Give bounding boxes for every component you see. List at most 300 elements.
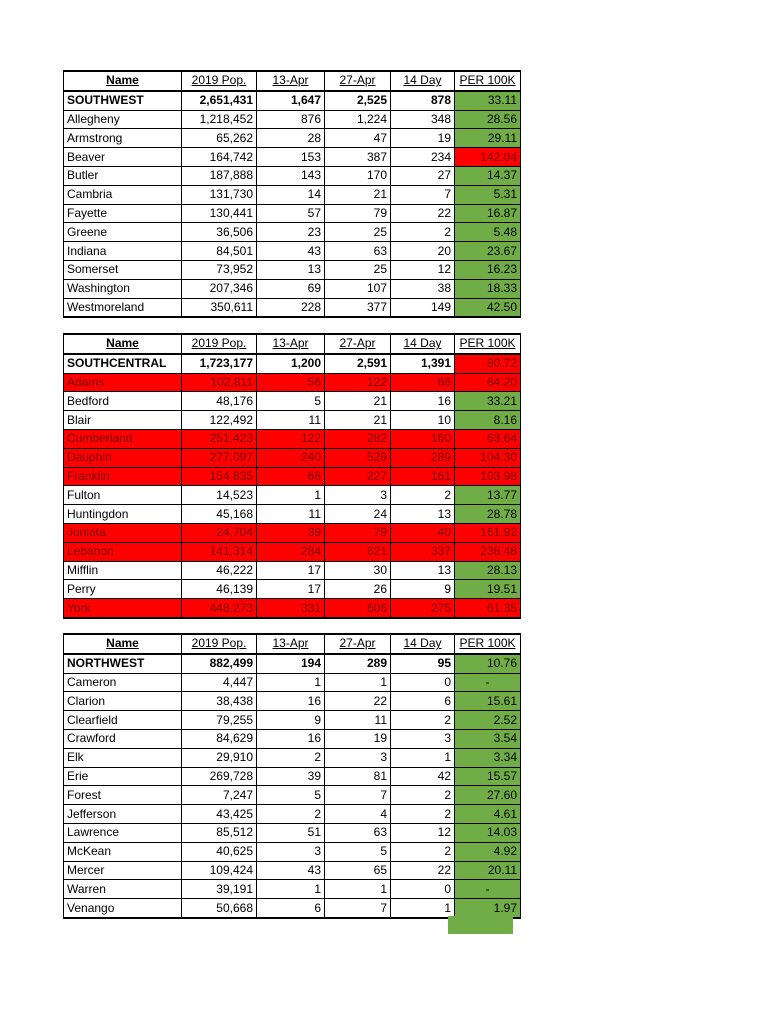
fourteen-day-cell: 289 [391, 448, 455, 467]
apr13-cell: 5 [257, 392, 325, 411]
per100k-cell: 3.54 [455, 729, 521, 748]
population-cell: 84,501 [182, 242, 257, 261]
apr13-cell: 228 [257, 298, 325, 317]
name-cell: Juniata [64, 523, 182, 542]
name-cell: Jefferson [64, 805, 182, 824]
population-cell: 207,346 [182, 279, 257, 298]
fourteen-day-cell: 66 [391, 373, 455, 392]
per100k-cell: 63.64 [455, 429, 521, 448]
apr13-cell: 13 [257, 260, 325, 279]
fourteen-day-cell: 149 [391, 298, 455, 317]
apr13-cell: 284 [257, 542, 325, 561]
apr27-cell: 26 [325, 580, 391, 599]
population-cell: 251,423 [182, 429, 257, 448]
apr27-cell: 30 [325, 561, 391, 580]
per100k-cell: 8.16 [455, 411, 521, 430]
apr13-cell: 56 [257, 373, 325, 392]
name-cell: SOUTHCENTRAL [64, 354, 182, 373]
apr13-cell: 240 [257, 448, 325, 467]
population-cell: 277,097 [182, 448, 257, 467]
apr27-cell: 107 [325, 279, 391, 298]
per100k-cell: 13.77 [455, 486, 521, 505]
apr27-cell: 4 [325, 805, 391, 824]
county-row [64, 880, 521, 899]
column-header: 2019 Pop. [182, 634, 257, 654]
fourteen-day-cell: 7 [391, 185, 455, 204]
apr27-cell: 79 [325, 523, 391, 542]
column-header: 27-Apr [325, 71, 391, 91]
fourteen-day-cell: 13 [391, 561, 455, 580]
apr27-cell: 21 [325, 392, 391, 411]
per100k-cell: 10.76 [455, 654, 521, 673]
population-cell: 46,222 [182, 561, 257, 580]
population-cell: 109,424 [182, 861, 257, 880]
fourteen-day-cell: 22 [391, 861, 455, 880]
fourteen-day-cell: 42 [391, 767, 455, 786]
apr27-cell: 3 [325, 748, 391, 767]
county-row [64, 580, 521, 599]
per100k-cell: 4.61 [455, 805, 521, 824]
county-row [64, 542, 521, 561]
apr27-cell: 3 [325, 486, 391, 505]
per100k-cell: 161.92 [455, 523, 521, 542]
column-header: PER 100K [455, 334, 521, 354]
apr27-cell: 24 [325, 505, 391, 524]
apr27-cell: 2,591 [325, 354, 391, 373]
apr27-cell: 1 [325, 673, 391, 692]
fourteen-day-cell: 3 [391, 729, 455, 748]
per100k-cell: 5.48 [455, 223, 521, 242]
county-row [64, 767, 521, 786]
name-cell: Butler [64, 166, 182, 185]
column-header: 14 Day [391, 334, 455, 354]
column-header: 2019 Pop. [182, 334, 257, 354]
name-cell: Mifflin [64, 561, 182, 580]
per100k-cell: 16.87 [455, 204, 521, 223]
population-cell: 1,218,452 [182, 110, 257, 129]
name-cell: Washington [64, 279, 182, 298]
county-row [64, 786, 521, 805]
apr13-cell: 5 [257, 786, 325, 805]
population-cell: 122,492 [182, 411, 257, 430]
county-row [64, 279, 521, 298]
population-cell: 40,625 [182, 842, 257, 861]
per100k-cell: 61.35 [455, 599, 521, 618]
population-cell: 84,629 [182, 729, 257, 748]
apr13-cell: 6 [257, 899, 325, 918]
apr13-cell: 28 [257, 129, 325, 148]
apr13-cell: 43 [257, 861, 325, 880]
name-cell: Cumberland [64, 429, 182, 448]
column-header: 13-Apr [257, 71, 325, 91]
apr13-cell: 17 [257, 580, 325, 599]
name-cell: Allegheny [64, 110, 182, 129]
fourteen-day-cell: 19 [391, 129, 455, 148]
green-fill-swatch [448, 916, 513, 934]
population-cell: 29,910 [182, 748, 257, 767]
name-cell: Lebanon [64, 542, 182, 561]
name-cell: Indiana [64, 242, 182, 261]
county-row [64, 692, 521, 711]
region-total-row [64, 91, 521, 110]
population-cell: 7,247 [182, 786, 257, 805]
apr27-cell: 47 [325, 129, 391, 148]
name-cell: McKean [64, 842, 182, 861]
population-cell: 65,262 [182, 129, 257, 148]
county-row [64, 411, 521, 430]
name-cell: Crawford [64, 729, 182, 748]
per100k-cell: 104.30 [455, 448, 521, 467]
apr27-cell: 387 [325, 148, 391, 167]
column-header: 13-Apr [257, 334, 325, 354]
fourteen-day-cell: 22 [391, 204, 455, 223]
county-row [64, 805, 521, 824]
name-cell: Beaver [64, 148, 182, 167]
southwest-table [63, 70, 521, 318]
name-cell: Greene [64, 223, 182, 242]
column-header: Name [64, 71, 182, 91]
fourteen-day-cell: 27 [391, 166, 455, 185]
apr27-cell: 7 [325, 786, 391, 805]
county-row [64, 748, 521, 767]
per100k-cell: 14.37 [455, 166, 521, 185]
apr27-cell: 2,525 [325, 91, 391, 110]
southcentral-table [63, 333, 521, 619]
apr27-cell: 63 [325, 823, 391, 842]
per100k-cell: 27.60 [455, 786, 521, 805]
apr27-cell: 21 [325, 185, 391, 204]
column-header: 13-Apr [257, 634, 325, 654]
name-cell: Franklin [64, 467, 182, 486]
population-cell: 164,742 [182, 148, 257, 167]
county-row [64, 185, 521, 204]
population-cell: 1,723,177 [182, 354, 257, 373]
county-row [64, 148, 521, 167]
apr27-cell: 621 [325, 542, 391, 561]
population-cell: 79,255 [182, 711, 257, 730]
county-row [64, 729, 521, 748]
fourteen-day-cell: 2 [391, 805, 455, 824]
apr13-cell: 39 [257, 767, 325, 786]
fourteen-day-cell: 12 [391, 260, 455, 279]
apr27-cell: 5 [325, 842, 391, 861]
county-row [64, 242, 521, 261]
county-row [64, 129, 521, 148]
fourteen-day-cell: 1 [391, 899, 455, 918]
apr27-cell: 19 [325, 729, 391, 748]
column-header: 14 Day [391, 634, 455, 654]
name-cell: Cambria [64, 185, 182, 204]
apr27-cell: 22 [325, 692, 391, 711]
name-cell: Dauphin [64, 448, 182, 467]
population-cell: 350,611 [182, 298, 257, 317]
fourteen-day-cell: 40 [391, 523, 455, 542]
apr27-cell: 79 [325, 204, 391, 223]
name-cell: Venango [64, 899, 182, 918]
apr13-cell: 51 [257, 823, 325, 842]
fourteen-day-cell: 0 [391, 673, 455, 692]
apr13-cell: 16 [257, 729, 325, 748]
population-cell: 73,952 [182, 260, 257, 279]
apr27-cell: 289 [325, 654, 391, 673]
apr27-cell: 25 [325, 260, 391, 279]
population-cell: 36,506 [182, 223, 257, 242]
column-header: 27-Apr [325, 334, 391, 354]
county-row [64, 429, 521, 448]
population-cell: 38,438 [182, 692, 257, 711]
county-row [64, 260, 521, 279]
fourteen-day-cell: 337 [391, 542, 455, 561]
name-cell: Blair [64, 411, 182, 430]
fourteen-day-cell: 1,391 [391, 354, 455, 373]
name-cell: Bedford [64, 392, 182, 411]
fourteen-day-cell: 2 [391, 711, 455, 730]
apr13-cell: 9 [257, 711, 325, 730]
population-cell: 46,139 [182, 580, 257, 599]
population-cell: 2,651,431 [182, 91, 257, 110]
apr13-cell: 122 [257, 429, 325, 448]
county-row [64, 223, 521, 242]
county-row [64, 166, 521, 185]
apr13-cell: 1 [257, 880, 325, 899]
per100k-cell: 103.98 [455, 467, 521, 486]
per100k-cell: 42.50 [455, 298, 521, 317]
fourteen-day-cell: 6 [391, 692, 455, 711]
apr27-cell: 21 [325, 411, 391, 430]
fourteen-day-cell: 234 [391, 148, 455, 167]
name-cell: York [64, 599, 182, 618]
northwest-table [63, 633, 521, 919]
name-cell: Clarion [64, 692, 182, 711]
county-row [64, 861, 521, 880]
apr27-cell: 377 [325, 298, 391, 317]
column-header: 2019 Pop. [182, 71, 257, 91]
fourteen-day-cell: 2 [391, 486, 455, 505]
per100k-cell: 15.61 [455, 692, 521, 711]
apr27-cell: 282 [325, 429, 391, 448]
per100k-cell: 20.11 [455, 861, 521, 880]
apr27-cell: 63 [325, 242, 391, 261]
apr27-cell: 529 [325, 448, 391, 467]
county-row [64, 599, 521, 618]
fourteen-day-cell: 2 [391, 786, 455, 805]
name-cell: Clearfield [64, 711, 182, 730]
per100k-cell: 2.52 [455, 711, 521, 730]
county-row [64, 711, 521, 730]
fourteen-day-cell: 161 [391, 467, 455, 486]
apr13-cell: 16 [257, 692, 325, 711]
apr13-cell: 2 [257, 805, 325, 824]
population-cell: 154,835 [182, 467, 257, 486]
county-row [64, 505, 521, 524]
per100k-cell: 3.34 [455, 748, 521, 767]
name-cell: Erie [64, 767, 182, 786]
county-row [64, 823, 521, 842]
apr13-cell: 1,647 [257, 91, 325, 110]
fourteen-day-cell: 13 [391, 505, 455, 524]
county-row [64, 110, 521, 129]
fourteen-day-cell: 2 [391, 223, 455, 242]
county-row [64, 448, 521, 467]
fourteen-day-cell: 20 [391, 242, 455, 261]
apr13-cell: 11 [257, 505, 325, 524]
population-cell: 141,314 [182, 542, 257, 561]
fourteen-day-cell: 12 [391, 823, 455, 842]
county-row [64, 298, 521, 317]
name-cell: Lawrence [64, 823, 182, 842]
name-cell: SOUTHWEST [64, 91, 182, 110]
apr27-cell: 227 [325, 467, 391, 486]
apr13-cell: 57 [257, 204, 325, 223]
population-cell: 269,728 [182, 767, 257, 786]
per100k-cell: 64.20 [455, 373, 521, 392]
apr27-cell: 7 [325, 899, 391, 918]
fourteen-day-cell: 878 [391, 91, 455, 110]
header-row [64, 634, 521, 654]
fourteen-day-cell: 38 [391, 279, 455, 298]
per100k-cell: 33.11 [455, 91, 521, 110]
population-cell: 187,888 [182, 166, 257, 185]
per100k-cell: 142.04 [455, 148, 521, 167]
population-cell: 50,668 [182, 899, 257, 918]
header-row [64, 334, 521, 354]
apr27-cell: 81 [325, 767, 391, 786]
apr27-cell: 122 [325, 373, 391, 392]
county-row [64, 842, 521, 861]
per100k-cell: 23.67 [455, 242, 521, 261]
name-cell: Mercer [64, 861, 182, 880]
name-cell: Fayette [64, 204, 182, 223]
fourteen-day-cell: 160 [391, 429, 455, 448]
per100k-cell: 28.56 [455, 110, 521, 129]
column-header: PER 100K [455, 634, 521, 654]
per100k-cell: 1.97 [455, 899, 521, 918]
region-total-row [64, 654, 521, 673]
county-row [64, 204, 521, 223]
population-cell: 4,447 [182, 673, 257, 692]
apr13-cell: 43 [257, 242, 325, 261]
apr13-cell: 11 [257, 411, 325, 430]
fourteen-day-cell: 275 [391, 599, 455, 618]
population-cell: 39,191 [182, 880, 257, 899]
population-cell: 43,425 [182, 805, 257, 824]
column-header: 14 Day [391, 71, 455, 91]
county-row [64, 561, 521, 580]
fourteen-day-cell: 9 [391, 580, 455, 599]
county-row [64, 392, 521, 411]
fourteen-day-cell: 10 [391, 411, 455, 430]
apr27-cell: 170 [325, 166, 391, 185]
per100k-cell: - [455, 673, 521, 692]
apr27-cell: 65 [325, 861, 391, 880]
fourteen-day-cell: 348 [391, 110, 455, 129]
fourteen-day-cell: 95 [391, 654, 455, 673]
per100k-cell: 29.11 [455, 129, 521, 148]
apr13-cell: 1,200 [257, 354, 325, 373]
name-cell: Cameron [64, 673, 182, 692]
population-cell: 882,499 [182, 654, 257, 673]
apr13-cell: 66 [257, 467, 325, 486]
apr13-cell: 194 [257, 654, 325, 673]
population-cell: 48,176 [182, 392, 257, 411]
apr27-cell: 1,224 [325, 110, 391, 129]
population-cell: 24,704 [182, 523, 257, 542]
fourteen-day-cell: 1 [391, 748, 455, 767]
apr13-cell: 14 [257, 185, 325, 204]
apr27-cell: 25 [325, 223, 391, 242]
name-cell: Huntingdon [64, 505, 182, 524]
population-cell: 448,273 [182, 599, 257, 618]
per100k-cell: 15.57 [455, 767, 521, 786]
apr13-cell: 17 [257, 561, 325, 580]
population-cell: 85,512 [182, 823, 257, 842]
per100k-cell: 80.72 [455, 354, 521, 373]
per100k-cell: 14.03 [455, 823, 521, 842]
name-cell: Adams [64, 373, 182, 392]
name-cell: Forest [64, 786, 182, 805]
per100k-cell: 5.31 [455, 185, 521, 204]
name-cell: Elk [64, 748, 182, 767]
population-cell: 45,168 [182, 505, 257, 524]
apr13-cell: 1 [257, 486, 325, 505]
name-cell: NORTHWEST [64, 654, 182, 673]
name-cell: Fulton [64, 486, 182, 505]
apr13-cell: 153 [257, 148, 325, 167]
apr13-cell: 69 [257, 279, 325, 298]
name-cell: Armstrong [64, 129, 182, 148]
county-row [64, 486, 521, 505]
apr13-cell: 2 [257, 748, 325, 767]
apr27-cell: 11 [325, 711, 391, 730]
apr13-cell: 876 [257, 110, 325, 129]
per100k-cell: 238.48 [455, 542, 521, 561]
name-cell: Warren [64, 880, 182, 899]
per100k-cell: 4.92 [455, 842, 521, 861]
per100k-cell: - [455, 880, 521, 899]
apr13-cell: 23 [257, 223, 325, 242]
apr13-cell: 39 [257, 523, 325, 542]
population-cell: 14,523 [182, 486, 257, 505]
name-cell: Somerset [64, 260, 182, 279]
column-header: Name [64, 334, 182, 354]
per100k-cell: 16.23 [455, 260, 521, 279]
column-header: Name [64, 634, 182, 654]
apr13-cell: 331 [257, 599, 325, 618]
per100k-cell: 18.33 [455, 279, 521, 298]
county-row [64, 373, 521, 392]
population-cell: 131,730 [182, 185, 257, 204]
apr13-cell: 3 [257, 842, 325, 861]
name-cell: Perry [64, 580, 182, 599]
county-row [64, 673, 521, 692]
column-header: 27-Apr [325, 634, 391, 654]
apr13-cell: 143 [257, 166, 325, 185]
column-header: PER 100K [455, 71, 521, 91]
fourteen-day-cell: 16 [391, 392, 455, 411]
apr27-cell: 1 [325, 880, 391, 899]
fourteen-day-cell: 0 [391, 880, 455, 899]
population-cell: 102,811 [182, 373, 257, 392]
per100k-cell: 28.78 [455, 505, 521, 524]
per100k-cell: 28.13 [455, 561, 521, 580]
header-row [64, 71, 521, 91]
apr27-cell: 606 [325, 599, 391, 618]
population-cell: 130,441 [182, 204, 257, 223]
county-row [64, 523, 521, 542]
apr13-cell: 1 [257, 673, 325, 692]
fourteen-day-cell: 2 [391, 842, 455, 861]
name-cell: Westmoreland [64, 298, 182, 317]
